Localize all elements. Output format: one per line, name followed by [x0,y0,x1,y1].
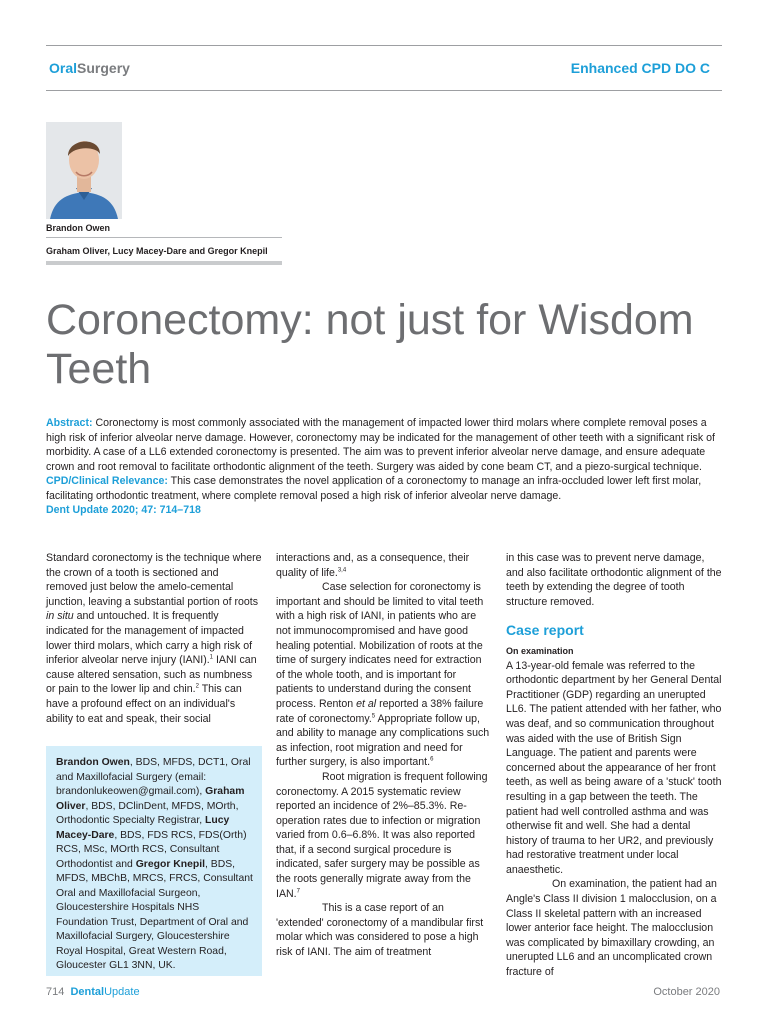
paragraph: A 13-year-old female was referred to the orthodontic department by her General Dental Practitioner (GDP) regarding an unerupted LL6. The patient attended with her father, who was deaf, and so communication throughout was aided with the use of British Sign Language. The patient and parents were concerned about the appearance of her front teeth, as well as being aware of a 'stuck' tooth resulting in a gap between the teeth. The patient had well controlled asthma and was otherwise fit and well. She had a dental history of trauma to her UR2, and previously had restorative treatment under local anaesthetic. [506,659,722,876]
paragraph: in this case was to prevent nerve damage, and also facilitate orthodontic alignment of the teeth by extending the degree of tooth structure removed. [506,552,722,608]
author-rule [46,261,282,265]
cpd-label: Enhanced CPD DO C [570,60,710,76]
caption-rule [46,237,282,238]
header-bottom-rule [46,90,722,91]
abstract-label: Abstract: [46,417,93,429]
column-3 [506,551,722,980]
column-1 [46,551,262,726]
column-2 [276,551,492,960]
author-affiliations-box: Brandon Owen, BDS, MFDS, DCT1, Oral and Maxillofacial Surgery (email: brandonlukeowen@gmail.com), Graham Oliver, BDS, DClinDent, MFDS, MOrth, Orthodontic Specialty Registrar, Lucy Macey-Dare, BDS, FDS RCS, FDS(Orth) RCS, MSc, MOrth RCS, Consultant Orthodontist and Gregor Knepil, BDS, MFDS, MBChB, MRCS, FRCS, Consultant Oral and Maxillofacial Surgeon, Gloucestershire Hospitals NHS Foundation Trust, Department of Oral and Maxillofacial Surgery, Gloucestershire Royal Hospital, Great Western Road, Gloucester GL1 3NN, UK. [46,746,262,976]
paragraph: interactions and, as a consequence, their quality of life.$^{3,4}$ [276,552,470,579]
photo-caption: Brandon Owen [46,223,111,233]
page-number: 714 [46,986,65,998]
author-photo [46,122,122,219]
abstract-text: Coronectomy is most commonly associated with the management of impacted lower third molars where complete removal poses a high risk of inferior alveolar nerve damage. However, coronectomy may be indicated for the management of other teeth with a significant risk of morbidity. A case of a LL6 extended coronectomy is presented. The aim was to prevent inferior alveolar nerve damage, and ensure adequate crown and root removal to facilitate orthodontic alignment of the teeth. Surgery was aided by cone beam CT, and a piezo-surgical technique. [46,417,715,473]
header-top-rule [46,45,722,46]
footer-left: 714 DentalUpdate [46,986,140,998]
subsection-heading: On examination [506,645,574,656]
cpd-relevance-label: CPD/Clinical Relevance: [46,475,168,487]
paragraph: This is a case report of an 'extended' coronectomy of a mandibular first molar which was considered to pose a high risk of IANI. The aim of treatment [276,902,484,959]
paragraph: Case selection for coronectomy is important and should be limited to vital teeth with a high risk of IANI, in patients who are not immunocompromised and have good healing potential. Mobilization of roots at the time of surgery indicates need for extraction of the whole tooth, and is important for patients to understand during the consent process. Renton et al reported a 38% failure rate of coronectomy.$^5$ Appropriate follow up, and ability to manage any complications such as infection, root migration and need for further surgery, is also important.$^6$ [276,581,490,769]
citation: Dent Update 2020; 47: 714–718 [46,504,201,516]
footer-date: October 2020 [653,986,720,998]
author-list: Graham Oliver, Lucy Macey-Dare and Gregor Knepil [46,246,268,256]
article-title: Coronectomy: not just for Wisdom Teeth [46,296,694,393]
abstract-block [46,416,722,518]
cpd-relevance-text: This case demonstrates the novel application of a coronectomy to manage an infra-occluded lower left first molar, facilitating orthodontic treatment, where complete removal posed a high risk of inferior alveolar nerve damage. [46,475,702,502]
journal-section-label: OralSurgery [49,60,130,76]
section-heading: Case report [506,622,584,639]
paragraph: On examination, the patient had an Angle's Class II division 1 malocclusion, on a Class II skeletal pattern with an increased lower anterior face height. The malocclusion was complicated by bimaxillary crowding, an unerupted LL6 and an uncomplicated crown fracture of [506,878,717,979]
paragraph: Root migration is frequent following coronectomy. A 2015 systematic review reported an incidence of 2%–85.3%. Re-operation rates due to infection or migration varied from 0.6–6.8%. It was also reported that, if a second surgical procedure is indicated, safer surgery may be possible as the roots generally migrate away from the IAN.$^7$ [276,770,488,900]
paragraph: Standard coronectomy is the technique where the crown of a tooth is sectioned and removed just below the amelo-cemental junction, leaving a substantial portion of roots in situ and untouched. It is frequently indicated for the management of impacted lower third molars, which carry a high risk of inferior alveolar nerve injury (IANI).$^1$ IANI can cause altered sensation, such as numbness or pain to the lower lip and chin.$^2$ This can have a profound effect on an individual's ability to eat and speak, their social [46,552,262,725]
